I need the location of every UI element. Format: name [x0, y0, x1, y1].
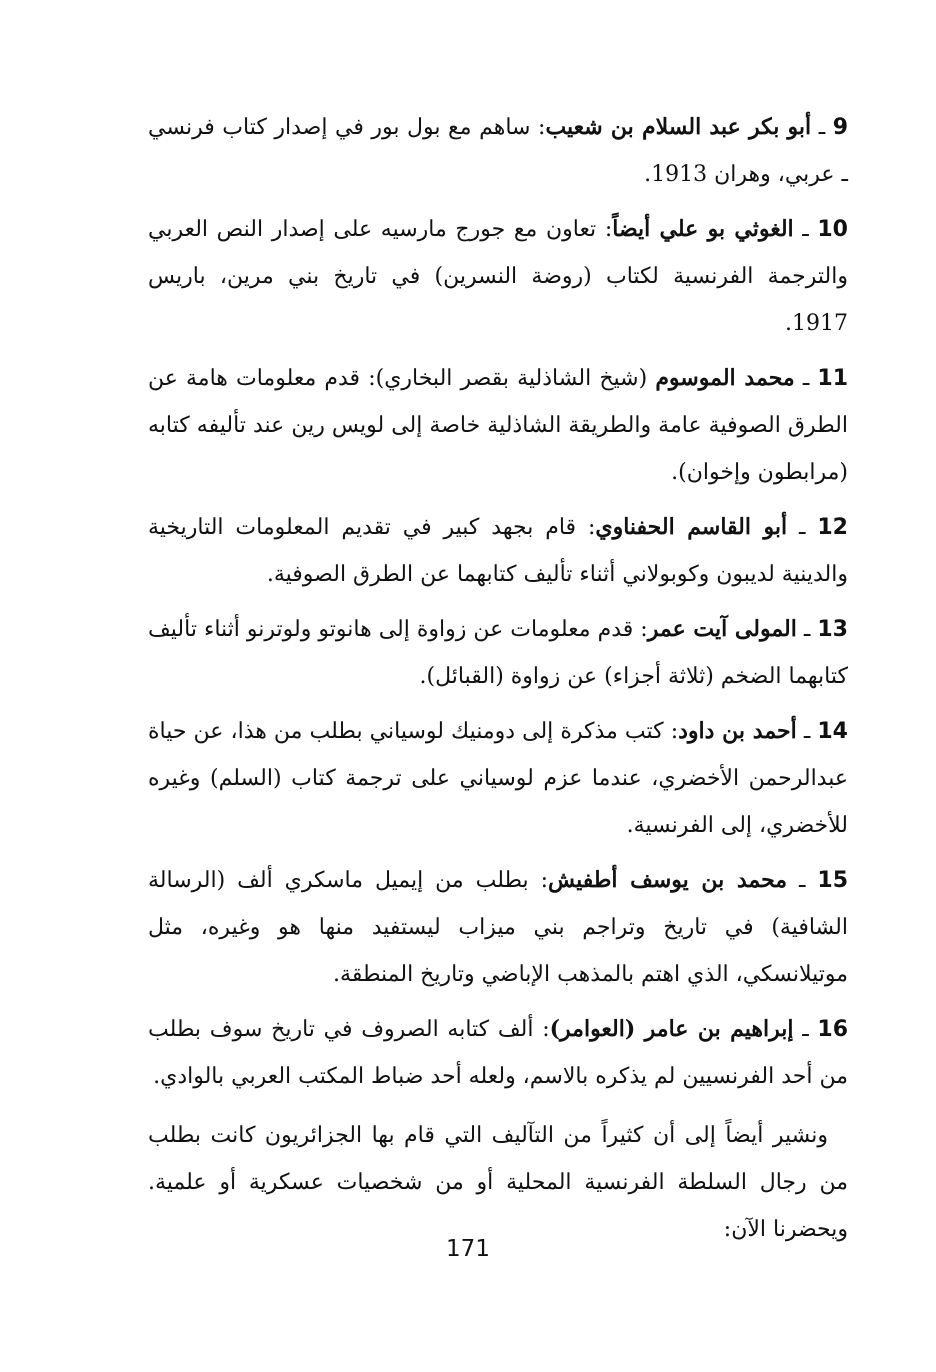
page-number: 171 — [446, 1236, 490, 1262]
entry-separator: ـ — [793, 1017, 818, 1042]
entry-number: 14 — [817, 719, 848, 744]
entry-name: أحمد بن داود — [678, 718, 797, 744]
entry-separator: ـ — [794, 366, 818, 391]
entry-11 — [148, 355, 848, 496]
entry-text: : بطلب من إيميل ماسكري ألف (الرسالة الشافية) في تاريخ وتراجم بني ميزاب ليستفيد منها هو وغيره، مثل موتيلانسكي، الذي اهتم بالمذهب الإباضي وتاريخ المنطقة. — [148, 868, 848, 987]
entry-number: 16 — [817, 1017, 849, 1042]
entry-name: إبراهيم بن عامر (العوامر) — [549, 1016, 794, 1042]
entry-separator: ـ — [787, 868, 818, 893]
entry-9 — [148, 104, 848, 198]
entry-text: (شيخ الشاذلية بقصر البخاري): قدم معلومات هامة عن الطرق الصوفية عامة والطريقة الشاذلية خاصة إلى لويس رين عند تأليفه كتابه (مرابطون وإخوان). — [148, 366, 848, 485]
entry-separator: ـ — [796, 719, 818, 744]
entry-10 — [148, 206, 848, 347]
entry-12 — [148, 504, 848, 598]
entry-name: محمد الموسوم — [655, 365, 795, 391]
entry-separator: ـ — [787, 515, 818, 540]
entry-text: : قدم معلومات عن زواوة إلى هانوتو ولوترنو أثناء تأليف كتابهما الضخم (ثلاثة أجزاء) عن زواوة (القبائل). — [148, 617, 848, 689]
closing-paragraph: ونشير أيضاً إلى أن كثيراً من التآليف التي قام بها الجزائريون كانت بطلب من رجال السلطة الفرنسية المحلية أو من شخصيات عسكرية أو علمية. ويحضرنا الآن: — [148, 1123, 848, 1242]
entry-text: : ساهم مع بول بور في إصدار كتاب فرنسي ـ عربي، وهران 1913. — [148, 115, 848, 187]
entry-name: أبو بكر عبد السلام بن شعيب — [545, 114, 812, 140]
entry-13 — [148, 606, 848, 700]
page-body — [148, 104, 848, 1253]
entry-number: 12 — [817, 515, 848, 540]
entry-name: المولى آيت عمر — [647, 616, 797, 642]
entry-text: : تعاون مع جورج مارسيه على إصدار النص العربي والترجمة الفرنسية لكتاب (روضة النسرين) في تاريخ بني مرين، باريس 1917. — [148, 217, 848, 336]
entry-separator: ـ — [796, 617, 818, 642]
entry-separator: ـ — [793, 217, 818, 242]
entry-number: 13 — [817, 617, 848, 642]
entry-15 — [148, 857, 848, 998]
entry-number: 11 — [817, 366, 849, 391]
entry-14 — [148, 708, 848, 849]
entry-number: 9 — [832, 115, 849, 140]
entry-number: 10 — [817, 217, 848, 242]
entry-text: : ألف كتابه الصروف في تاريخ سوف بطلب من أحد الفرنسيين لم يذكره بالاسم، ولعله أحد ضباط المكتب العربي بالوادي. — [148, 1017, 848, 1089]
entry-name: محمد بن يوسف أطفيش — [548, 867, 788, 893]
entry-number: 15 — [817, 868, 849, 893]
entry-name: أبو القاسم الحفناوي — [595, 514, 788, 540]
entry-16 — [148, 1006, 848, 1100]
entry-text: : كتب مذكرة إلى دومنيك لوسياني بطلب من هذا، عن حياة عبدالرحمن الأخضري، عندما عزم لوسياني على ترجمة كتاب (السلم) وغيره للأخضري، إلى الفرنسية. — [148, 719, 848, 838]
entry-name: الغوثي بو علي أيضاً — [612, 216, 794, 242]
entry-separator: ـ — [811, 115, 833, 140]
entry-text: : قام بجهد كبير في تقديم المعلومات التاريخية والدينية لديبون وكوبولاني أثناء تأليف كتابهما عن الطرق الصوفية. — [148, 515, 848, 587]
